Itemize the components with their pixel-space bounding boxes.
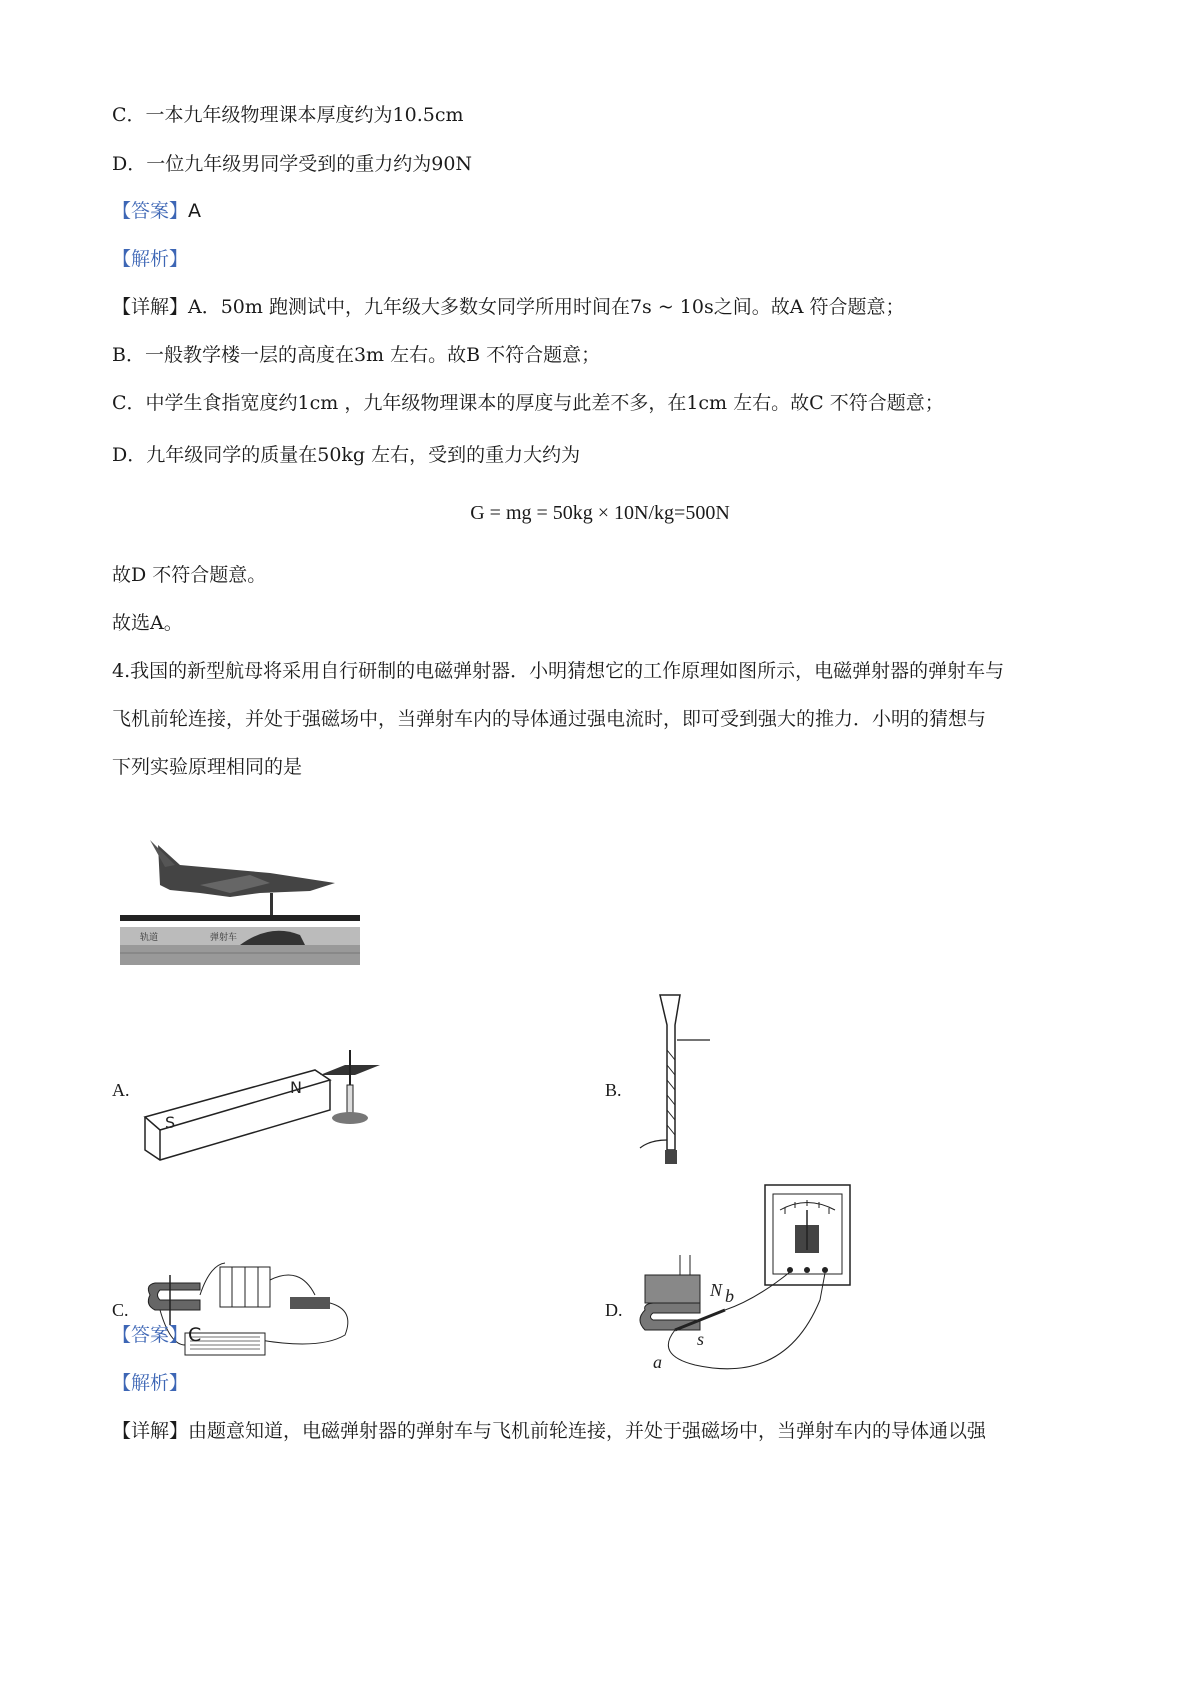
question-4-line-3: 下列实验原理相同的是: [112, 756, 303, 778]
analysis-tag: 【解析】: [112, 248, 189, 270]
answer-tag-2: 【答案】: [112, 1324, 189, 1346]
answer-value-2: C: [188, 1324, 202, 1346]
catapult-figure: [120, 835, 360, 965]
option-b-label: B.: [605, 1080, 622, 1100]
option-c-prev: C．一本九年级物理课本厚度约为10.5cm: [112, 104, 464, 126]
magnet-n-label-d: N: [710, 1280, 723, 1300]
magnet-n-label: N: [290, 1078, 302, 1097]
detail-1-choose: 故选A。: [112, 612, 183, 634]
detail-1-d: D．九年级同学的质量在50kg 左右，受到的重力大约为: [112, 444, 581, 466]
option-d-prev: D．一位九年级男同学受到的重力约为90N: [112, 153, 473, 175]
magnet-s-label-d: s: [697, 1329, 705, 1349]
question-4-line-2: 飞机前轮连接，并处于强磁场中，当弹射车内的导体通过强电流时，即可受到强大的推力．小明的猜想与: [112, 708, 987, 730]
option-d-figure: [635, 1180, 855, 1395]
option-a-figure: [140, 1045, 400, 1165]
gravity-formula: G = mg = 50kg × 10N/kg=500N: [470, 502, 730, 524]
option-c-label: C.: [112, 1300, 129, 1320]
track-label: 轨道: [140, 933, 159, 943]
analysis-1: [112, 246, 188, 272]
analysis-2: [112, 1370, 188, 1396]
answer-value: A: [188, 200, 202, 222]
detail-2-tag: 【详解】: [112, 1420, 189, 1442]
wire-b-label: b: [725, 1286, 734, 1306]
detail-1-a: 【详解】A．50m 跑测试中，九年级大多数女同学所用时间在7s ~ 10s之间。故A 符合题意；: [112, 296, 905, 318]
answer-1: [112, 198, 201, 224]
option-d-label: D.: [605, 1300, 623, 1320]
detail-1-d-end: 故D 不符合题意。: [112, 564, 267, 586]
car-label: 弹射车: [210, 933, 238, 943]
wire-a-label: a: [653, 1352, 662, 1372]
analysis-tag-2: 【解析】: [112, 1372, 189, 1394]
answer-tag: 【答案】: [112, 200, 189, 222]
detail-2-text: 由题意知道，电磁弹射器的弹射车与飞机前轮连接，并处于强磁场中，当弹射车内的导体通以强: [188, 1420, 987, 1442]
option-a-label: A.: [112, 1080, 130, 1100]
answer-2: [112, 1322, 201, 1348]
option-c-figure: [140, 1255, 370, 1375]
detail-1-c: C．中学生食指宽度约1cm ，九年级物理课本的厚度与此差不多，在1cm 左右。故C 不符合题意；: [112, 392, 944, 414]
detail-1-b: B．一般教学楼一层的高度在3m 左右。故B 不符合题意；: [112, 344, 601, 366]
question-4-line-1: 4.我国的新型航母将采用自行研制的电磁弹射器．小明猜想它的工作原理如图所示，电磁弹射器的弹射车与: [112, 660, 1005, 682]
option-b-figure: [635, 990, 715, 1175]
magnet-s-label: S: [165, 1113, 176, 1132]
detail-2: [112, 1418, 986, 1444]
